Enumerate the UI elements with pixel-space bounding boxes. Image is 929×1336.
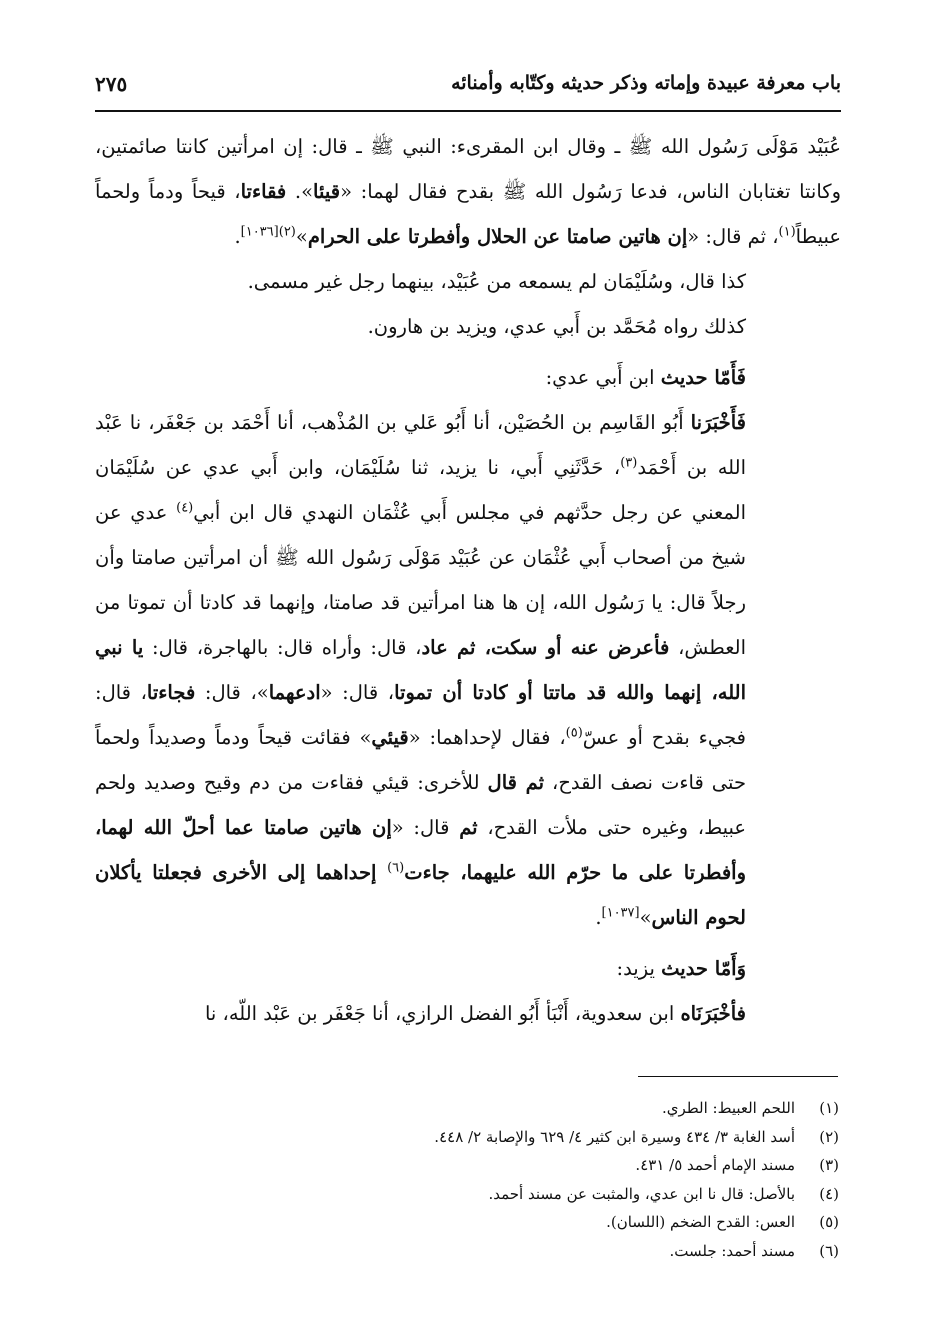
footnote <box>95 1151 839 1180</box>
footnote-text: أسد الغابة ٣/ ٤٣٤ وسيرة ابن كثير ٤/ ٦٢٩ والإصابة ٢/ ٤٤٨. <box>434 1127 795 1146</box>
footnote-ref: (٦) <box>387 860 405 876</box>
footnote-text: مسند الإمام أحمد ٥/ ٤٣١. <box>635 1156 795 1174</box>
footnote <box>95 1208 839 1237</box>
footnote-ref: (٢)[١٠٣٦] <box>240 224 296 240</box>
footnote-number: (٢) <box>819 1127 839 1146</box>
footnote <box>95 1094 839 1123</box>
paragraph-3: كذلك رواه مُحَمَّد بن أَبي عدي، ويزيد بن هارون. <box>367 315 746 338</box>
paragraph-1: عُبَيْد مَوْلَى رَسُول الله ﷺ ـ وقال ابن المقرىء: النبي ﷺ ـ قال: إن امرأتين كانتا صائمتين، وكانتا تغتابان الناس، فدعا رَسُول الله ﷺ بقدح فقال لهما: «قيئا». فقاءتا، قيحاً ودماً ولحماً عبيطاً$^{(١)}$، ثم قال: «إن هاتين صامتا عن الحلال وأفطرتا على الحرام»$^{(٢)[١٠٣٦]}$. <box>95 135 842 248</box>
footnote-divider <box>638 1076 838 1077</box>
paragraph-5: فَأَخْبَرَنا أَبُو القَاسِم بن الحُصَيْن، أنا أَبُو عَلي بن المُذْهب، أنا أَحْمَد بن جَعْفَر، نا عَبْد الله بن أَحْمَد$^{(٣)}$، حَدَّثَنِي أَبي، نا يزيد، ثنا سُلَيْمَان، وابن أَبي عدي عن سُلَيْمَان المعني عن رجل حدَّثهم في مجلس أَبي عُثْمَان النهدي قال ابن أبي$^{(٤)}$ عدي عن شيخ من أصحاب أَبي عُثْمَان عن عُبَيْد مَوْلَى رَسُول الله ﷺ أن امرأتين صامتا وأن رجلاً قال: يا رَسُول الله، إن ها هنا امرأتين قد صامتا، وإنهما قد كادتا أن تموتا من العطش، فأعرض عنه أو سكت، ثم عاد، قال: وأراه قال: بالهاجرة، قال: يا نبي الله، إنهما والله قد ماتتا أو كادتا أن تموتا، قال: «ادعهما»، قال: فجاءتا، قال: فجيء بقدح أو عسّ$^{(٥)}$، فقال لإحداهما: «قيئي» فقائت قيحاً ودماً وصديداً ولحماً حتى قاءت نصف القدح، ثم قال للأخرى: قيئي فقاءت من دم وقيح وصديد ولحم عبيط، وغيره حتى ملأت القدح، ثم قال: «إن هاتين صامتا عما أحلّ الله لهما، وأفطرتا على ما حرّم الله عليهما، جاءت$^{(٦)}$ إحداهما إلى الأخرى فجعلتا يأكلان لحوم الناس»[١٠٣٧]. <box>95 411 747 929</box>
header-divider <box>95 110 841 112</box>
main-text <box>95 124 841 1036</box>
footnote-number: (١) <box>819 1099 839 1117</box>
paragraph-2: كذا قال، وسُلَيْمَان لم يسمعه من عُبَيْد، بينهما رجل غير مسمى. <box>247 270 746 293</box>
footnote <box>95 1237 839 1266</box>
footnote-text: بالأصل: قال نا ابن عدي، والمثبت عن مسند أحمد. <box>488 1184 795 1203</box>
page-number: ٢٧٥ <box>95 72 128 96</box>
footnote-text: مسند أحمد: جلست. <box>669 1241 795 1260</box>
footnote-ref: (٥) <box>565 725 583 741</box>
footnote-number: (٦) <box>819 1241 839 1260</box>
chapter-title: باب معرفة عبيدة وإماته وذكر حديثه وكتّابه وأمنائه <box>451 72 841 94</box>
footnote-number: (٣) <box>819 1156 839 1174</box>
footnote <box>95 1123 839 1152</box>
paragraph-7: فأخْبَرَنَاه ابن سعدوية، أَنْبَأ أَبُو الفضل الرازي، أنا جَعْفَر بن عَبْد اللّه، نا <box>204 1002 746 1025</box>
footnote-ref: (١) <box>778 224 796 240</box>
footnote-number: (٥) <box>819 1213 839 1231</box>
section-heading: وَأَمّا حديث يزيد: <box>616 957 746 980</box>
footnote-ref: [١٠٣٧] <box>601 905 640 921</box>
footnote-ref: (٤) <box>176 500 194 516</box>
footnote-ref: (٣) <box>620 455 638 471</box>
footnote-text: اللحم العبيط: الطري. <box>661 1099 795 1117</box>
footnote-text: العس: القدح الضخم (اللسان). <box>606 1213 795 1231</box>
section-heading: فَأَمّا حديث ابن أَبي عدي: <box>545 366 746 389</box>
footnote <box>95 1180 839 1209</box>
running-header <box>95 68 841 108</box>
footnote-number: (٤) <box>819 1184 839 1203</box>
footnotes <box>95 1094 839 1265</box>
